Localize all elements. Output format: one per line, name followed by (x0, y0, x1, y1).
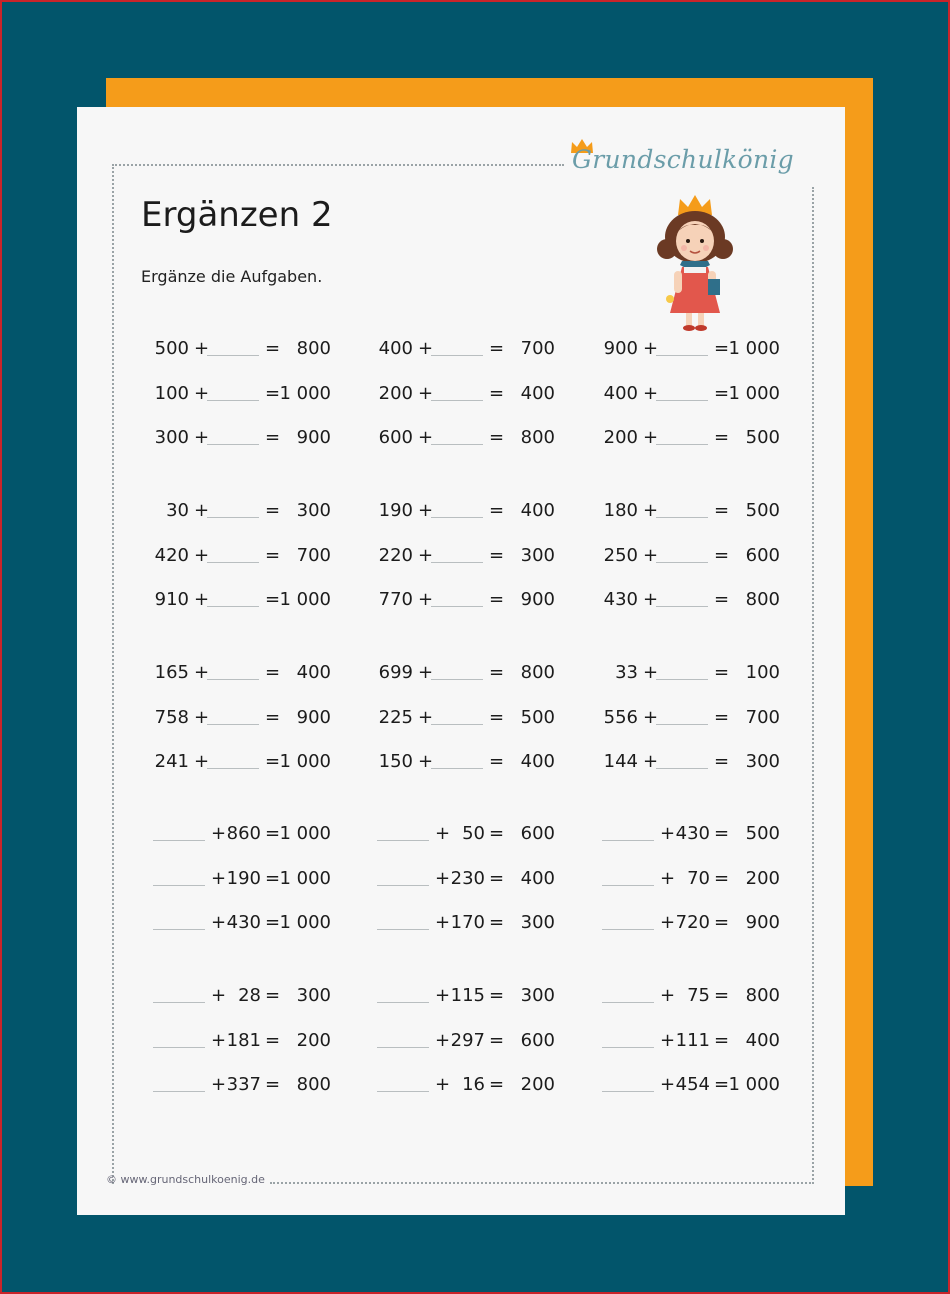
answer-blank[interactable] (153, 1002, 205, 1003)
answer-blank[interactable] (656, 400, 708, 401)
answer-blank[interactable] (431, 562, 483, 563)
plus-sign: + (660, 985, 676, 1006)
answer-blank[interactable] (656, 679, 708, 680)
plus-sign: + (660, 1029, 676, 1051)
addend-number: 758 (154, 706, 189, 728)
equation-row (600, 707, 790, 729)
equation-row (151, 1030, 341, 1052)
equation-row (151, 823, 341, 845)
result-number: 600 (520, 823, 555, 844)
equals-sign: = (265, 912, 281, 933)
answer-blank[interactable] (431, 768, 483, 769)
addend-number: 70 (687, 867, 710, 889)
result-number: 700 (745, 706, 780, 728)
addend-number: 165 (154, 662, 189, 683)
result-number: 300 (296, 500, 331, 521)
equation-row (151, 751, 341, 773)
answer-blank[interactable] (656, 724, 708, 725)
addend-number: 28 (238, 985, 261, 1006)
equation-row (600, 427, 790, 449)
plus-sign: + (194, 544, 210, 566)
addend-number: 170 (450, 912, 485, 933)
equals-sign: = (714, 589, 730, 610)
equation-row (151, 662, 341, 684)
plus-sign: + (643, 589, 659, 610)
result-number: 400 (296, 662, 331, 683)
answer-blank[interactable] (602, 885, 654, 886)
result-number: 600 (745, 544, 780, 566)
plus-sign: + (418, 544, 434, 566)
result-number: 1 000 (279, 382, 331, 404)
addend-number: 300 (154, 427, 189, 448)
plus-sign: + (418, 500, 434, 521)
plus-sign: + (660, 1074, 676, 1095)
result-number: 1 000 (279, 867, 331, 889)
equation-row (151, 589, 341, 611)
result-number: 800 (745, 589, 780, 610)
equation-row (375, 662, 565, 684)
answer-blank[interactable] (377, 840, 429, 841)
addend-number: 150 (378, 751, 413, 772)
equals-sign: = (714, 1074, 730, 1095)
plus-sign: + (194, 706, 210, 728)
result-number: 400 (520, 867, 555, 889)
equals-sign: = (265, 751, 281, 772)
answer-blank[interactable] (207, 400, 259, 401)
answer-blank[interactable] (153, 1047, 205, 1048)
equals-sign: = (489, 706, 505, 728)
plus-sign: + (435, 985, 451, 1006)
equation-row (600, 500, 790, 522)
dotted-border-right (812, 187, 814, 1184)
answer-blank[interactable] (602, 929, 654, 930)
result-number: 800 (745, 985, 780, 1006)
equals-sign: = (714, 706, 730, 728)
equation-row (151, 338, 341, 360)
equals-sign: = (714, 751, 730, 772)
equals-sign: = (265, 867, 281, 889)
result-number: 1 000 (279, 751, 331, 772)
plus-sign: + (418, 427, 434, 448)
footer-copyright: © www.grundschulkoenig.de (106, 1173, 265, 1186)
addend-number: 200 (378, 382, 413, 404)
equation-row (375, 500, 565, 522)
result-number: 500 (745, 427, 780, 448)
result-number: 1 000 (728, 382, 780, 404)
equals-sign: = (265, 544, 281, 566)
equation-row (600, 662, 790, 684)
addend-number: 699 (378, 662, 413, 683)
equals-sign: = (265, 985, 281, 1006)
equation-row (375, 912, 565, 934)
plus-sign: + (643, 382, 659, 404)
equation-row (151, 985, 341, 1007)
equals-sign: = (489, 1029, 505, 1051)
answer-blank[interactable] (377, 929, 429, 930)
result-number: 900 (296, 706, 331, 728)
dotted-border-top (112, 164, 564, 166)
equals-sign: = (489, 912, 505, 933)
plus-sign: + (643, 500, 659, 521)
plus-sign: + (418, 662, 434, 683)
equals-sign: = (714, 382, 730, 404)
equals-sign: = (714, 500, 730, 521)
result-number: 1 000 (279, 823, 331, 844)
result-number: 500 (745, 823, 780, 844)
plus-sign: + (643, 706, 659, 728)
result-number: 200 (296, 1029, 331, 1051)
equals-sign: = (714, 867, 730, 889)
equation-row (151, 545, 341, 567)
answer-blank[interactable] (207, 768, 259, 769)
brand-logo-text: Grundschulkönig (572, 145, 794, 174)
plus-sign: + (418, 338, 434, 359)
equation-row (375, 427, 565, 449)
equals-sign: = (714, 1029, 730, 1051)
result-number: 500 (520, 706, 555, 728)
equation-row (375, 985, 565, 1007)
result-number: 700 (520, 338, 555, 359)
addend-number: 250 (603, 544, 638, 566)
equation-row (600, 985, 790, 1007)
plus-sign: + (660, 867, 676, 889)
equation-row (600, 1030, 790, 1052)
addend-number: 400 (603, 382, 638, 404)
addend-number: 190 (378, 500, 413, 521)
plus-sign: + (211, 867, 227, 889)
answer-blank[interactable] (656, 606, 708, 607)
plus-sign: + (418, 589, 434, 610)
answer-blank[interactable] (153, 929, 205, 930)
plus-sign: + (643, 427, 659, 448)
equation-row (600, 912, 790, 934)
answer-blank[interactable] (656, 355, 708, 356)
result-number: 200 (520, 1074, 555, 1095)
result-number: 300 (745, 751, 780, 772)
equals-sign: = (265, 1029, 281, 1051)
equation-row (600, 1074, 790, 1096)
equals-sign: = (265, 706, 281, 728)
addend-number: 900 (603, 338, 638, 359)
equation-row (600, 751, 790, 773)
answer-blank[interactable] (377, 1002, 429, 1003)
result-number: 500 (745, 500, 780, 521)
equals-sign: = (265, 500, 281, 521)
equals-sign: = (714, 544, 730, 566)
answer-blank[interactable] (431, 724, 483, 725)
result-number: 1 000 (279, 589, 331, 610)
result-number: 1 000 (279, 912, 331, 933)
equation-row (600, 545, 790, 567)
equals-sign: = (714, 427, 730, 448)
answer-blank[interactable] (431, 355, 483, 356)
equals-sign: = (489, 751, 505, 772)
addend-number: 430 (603, 589, 638, 610)
addend-number: 115 (450, 985, 485, 1006)
addend-number: 230 (450, 867, 485, 889)
equals-sign: = (489, 589, 505, 610)
plus-sign: + (211, 912, 227, 933)
plus-sign: + (194, 338, 210, 359)
answer-blank[interactable] (431, 444, 483, 445)
plus-sign: + (660, 823, 676, 844)
result-number: 900 (296, 427, 331, 448)
plus-sign: + (418, 751, 434, 772)
answer-blank[interactable] (207, 724, 259, 725)
result-number: 600 (520, 1029, 555, 1051)
princess-illustration (650, 193, 740, 333)
plus-sign: + (435, 823, 451, 844)
result-number: 100 (745, 662, 780, 683)
equals-sign: = (489, 823, 505, 844)
result-number: 800 (296, 338, 331, 359)
answer-blank[interactable] (431, 400, 483, 401)
plus-sign: + (435, 867, 451, 889)
equation-row (375, 545, 565, 567)
equals-sign: = (714, 912, 730, 933)
plus-sign: + (435, 1029, 451, 1051)
plus-sign: + (660, 912, 676, 933)
equation-row (375, 589, 565, 611)
answer-blank[interactable] (656, 562, 708, 563)
worksheet-page (77, 107, 845, 1215)
answer-blank[interactable] (207, 679, 259, 680)
plus-sign: + (211, 985, 227, 1006)
equation-row (600, 383, 790, 405)
addend-number: 16 (462, 1074, 485, 1095)
addend-number: 297 (450, 1029, 485, 1051)
answer-blank[interactable] (207, 355, 259, 356)
result-number: 400 (520, 500, 555, 521)
result-number: 800 (296, 1074, 331, 1095)
answer-blank[interactable] (207, 562, 259, 563)
equals-sign: = (489, 500, 505, 521)
addend-number: 860 (226, 823, 261, 844)
equals-sign: = (489, 544, 505, 566)
answer-blank[interactable] (602, 1002, 654, 1003)
plus-sign: + (194, 751, 210, 772)
result-number: 400 (745, 1029, 780, 1051)
result-number: 800 (520, 662, 555, 683)
equals-sign: = (265, 338, 281, 359)
answer-blank[interactable] (377, 1047, 429, 1048)
plus-sign: + (643, 338, 659, 359)
plus-sign: + (211, 1029, 227, 1051)
answer-blank[interactable] (431, 606, 483, 607)
addend-number: 500 (154, 338, 189, 359)
plus-sign: + (211, 1074, 227, 1095)
addend-number: 50 (462, 823, 485, 844)
addend-number: 111 (675, 1029, 710, 1051)
addend-number: 190 (226, 867, 261, 889)
addend-number: 910 (154, 589, 189, 610)
result-number: 900 (520, 589, 555, 610)
answer-blank[interactable] (207, 606, 259, 607)
plus-sign: + (418, 706, 434, 728)
result-number: 300 (520, 544, 555, 566)
equation-row (375, 383, 565, 405)
result-number: 300 (520, 985, 555, 1006)
answer-blank[interactable] (602, 1047, 654, 1048)
answer-blank[interactable] (431, 517, 483, 518)
answer-blank[interactable] (656, 444, 708, 445)
plus-sign: + (194, 500, 210, 521)
answer-blank[interactable] (153, 1091, 205, 1092)
result-number: 300 (520, 912, 555, 933)
addend-number: 75 (687, 985, 710, 1006)
addend-number: 181 (226, 1029, 261, 1051)
addend-number: 430 (226, 912, 261, 933)
equals-sign: = (489, 382, 505, 404)
addend-number: 454 (675, 1074, 710, 1095)
plus-sign: + (435, 912, 451, 933)
equation-row (375, 751, 565, 773)
equation-row (375, 338, 565, 360)
equation-row (151, 912, 341, 934)
result-number: 900 (745, 912, 780, 933)
equation-row (151, 500, 341, 522)
addend-number: 100 (154, 382, 189, 404)
equals-sign: = (265, 823, 281, 844)
equals-sign: = (714, 823, 730, 844)
equals-sign: = (265, 1074, 281, 1095)
equation-row (151, 707, 341, 729)
equation-row (600, 868, 790, 890)
answer-blank[interactable] (207, 517, 259, 518)
answer-blank[interactable] (207, 444, 259, 445)
equals-sign: = (265, 382, 281, 404)
plus-sign: + (194, 589, 210, 610)
equals-sign: = (714, 985, 730, 1006)
plus-sign: + (643, 662, 659, 683)
plus-sign: + (643, 544, 659, 566)
equals-sign: = (714, 338, 730, 359)
addend-number: 241 (154, 751, 189, 772)
dotted-border-bottom (270, 1182, 814, 1184)
equals-sign: = (714, 662, 730, 683)
addend-number: 556 (603, 706, 638, 728)
answer-blank[interactable] (153, 885, 205, 886)
dotted-border-left (112, 164, 114, 1184)
addend-number: 337 (226, 1074, 261, 1095)
answer-blank[interactable] (431, 679, 483, 680)
instruction-text: Ergänze die Aufgaben. (141, 267, 323, 286)
answer-blank[interactable] (656, 768, 708, 769)
equation-row (600, 589, 790, 611)
result-number: 1 000 (728, 338, 780, 359)
result-number: 400 (520, 751, 555, 772)
equals-sign: = (489, 338, 505, 359)
equation-row (600, 823, 790, 845)
answer-blank[interactable] (377, 1091, 429, 1092)
equals-sign: = (265, 589, 281, 610)
equation-row (151, 383, 341, 405)
answer-blank[interactable] (656, 517, 708, 518)
equation-row (151, 868, 341, 890)
equation-row (375, 1074, 565, 1096)
result-number: 200 (745, 867, 780, 889)
plus-sign: + (418, 382, 434, 404)
answer-blank[interactable] (602, 840, 654, 841)
result-number: 400 (520, 382, 555, 404)
page-title: Ergänzen 2 (141, 195, 333, 235)
addend-number: 200 (603, 427, 638, 448)
addend-number: 430 (675, 823, 710, 844)
addend-number: 144 (603, 751, 638, 772)
addend-number: 420 (154, 544, 189, 566)
equation-row (151, 427, 341, 449)
equation-row (375, 823, 565, 845)
equals-sign: = (489, 985, 505, 1006)
plus-sign: + (435, 1074, 451, 1095)
plus-sign: + (643, 751, 659, 772)
addend-number: 600 (378, 427, 413, 448)
equation-row (375, 1030, 565, 1052)
equals-sign: = (489, 1074, 505, 1095)
plus-sign: + (194, 427, 210, 448)
addend-number: 30 (166, 500, 189, 521)
answer-blank[interactable] (602, 1091, 654, 1092)
equals-sign: = (489, 662, 505, 683)
equation-row (600, 338, 790, 360)
plus-sign: + (211, 823, 227, 844)
answer-blank[interactable] (377, 885, 429, 886)
addend-number: 33 (615, 662, 638, 683)
addend-number: 770 (378, 589, 413, 610)
result-number: 1 000 (728, 1074, 780, 1095)
plus-sign: + (194, 662, 210, 683)
equals-sign: = (489, 867, 505, 889)
equals-sign: = (489, 427, 505, 448)
addend-number: 225 (378, 706, 413, 728)
result-number: 800 (520, 427, 555, 448)
addend-number: 720 (675, 912, 710, 933)
answer-blank[interactable] (153, 840, 205, 841)
equals-sign: = (265, 662, 281, 683)
addend-number: 400 (378, 338, 413, 359)
result-number: 700 (296, 544, 331, 566)
result-number: 300 (296, 985, 331, 1006)
equation-row (375, 868, 565, 890)
addend-number: 180 (603, 500, 638, 521)
equals-sign: = (265, 427, 281, 448)
equation-row (375, 707, 565, 729)
equation-row (151, 1074, 341, 1096)
plus-sign: + (194, 382, 210, 404)
addend-number: 220 (378, 544, 413, 566)
